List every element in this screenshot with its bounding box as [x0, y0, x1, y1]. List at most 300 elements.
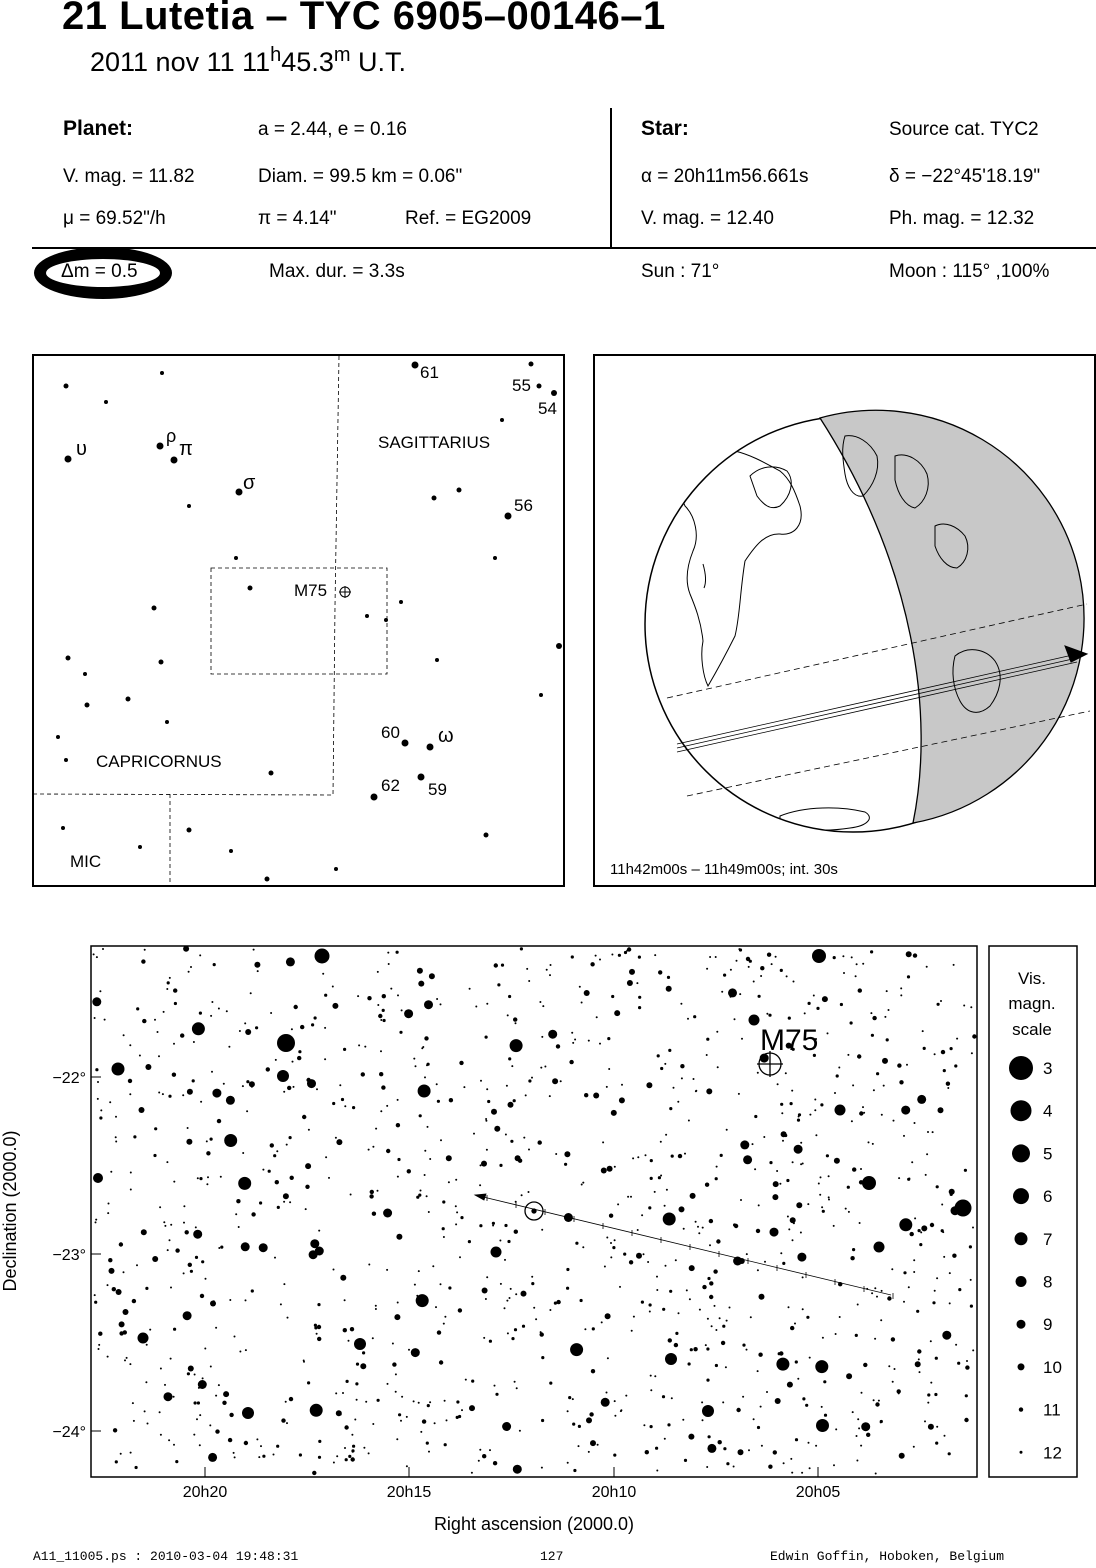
field-star [897, 1063, 901, 1067]
field-star [808, 1002, 811, 1005]
field-star [226, 1010, 228, 1012]
field-star [636, 1253, 642, 1259]
finder-star [537, 384, 542, 389]
legend-dot [1018, 1363, 1025, 1370]
field-star [872, 1143, 874, 1145]
field-star [873, 1399, 875, 1401]
field-star [599, 959, 601, 961]
field-star [649, 1303, 652, 1306]
field-star [129, 1044, 131, 1046]
field-star [611, 995, 614, 998]
field-star [377, 1399, 380, 1402]
field-star [174, 1002, 177, 1005]
field-star [787, 1382, 793, 1388]
field-star [455, 1223, 457, 1225]
finder-star [236, 489, 243, 496]
field-star [697, 1226, 699, 1228]
field-star [790, 1102, 793, 1105]
field-star [508, 1102, 514, 1108]
field-star [262, 1455, 265, 1458]
field-star [573, 1469, 576, 1472]
field-star [285, 1401, 287, 1403]
field-star [344, 1425, 348, 1429]
field-star [757, 1426, 760, 1429]
field-star [115, 1141, 117, 1143]
field-star [382, 994, 386, 998]
field-star [766, 1013, 768, 1015]
field-star [913, 1271, 915, 1273]
field-star [510, 1140, 513, 1143]
field-star [224, 1134, 237, 1147]
legend-dot [1020, 1451, 1023, 1454]
star-label-rho: ρ [166, 426, 177, 446]
field-star [486, 1003, 488, 1005]
field-star [767, 953, 771, 957]
field-star [157, 1031, 159, 1033]
field-star [723, 1447, 726, 1450]
time-suffix: U.T. [350, 47, 407, 77]
finder-star [187, 504, 191, 508]
field-star [197, 1401, 200, 1404]
field-star [638, 956, 641, 959]
field-star [152, 1256, 158, 1262]
field-star [107, 1356, 109, 1358]
field-star [792, 1161, 794, 1163]
field-star [514, 1230, 518, 1234]
field-star [136, 1007, 139, 1010]
field-star [197, 1177, 199, 1179]
field-star [797, 1378, 799, 1380]
field-star [859, 1111, 863, 1115]
field-star [322, 973, 324, 975]
field-star [463, 1086, 465, 1088]
field-star [95, 1068, 98, 1071]
field-star [805, 1404, 808, 1407]
field-star [786, 1179, 789, 1182]
field-star [862, 963, 864, 965]
field-star [154, 1019, 156, 1021]
legend-magnitude-label: 7 [1043, 1229, 1053, 1249]
field-star [629, 969, 635, 975]
field-star [638, 1006, 641, 1009]
field-star [846, 1373, 852, 1379]
field-star [664, 1063, 666, 1065]
field-star [386, 1269, 388, 1271]
field-star [266, 1067, 270, 1071]
finder-star [64, 758, 68, 762]
field-star [790, 1326, 794, 1330]
field-star [465, 1379, 467, 1381]
field-star [144, 949, 146, 951]
field-star [163, 1221, 165, 1223]
field-star [196, 1418, 198, 1420]
field-star [776, 1358, 789, 1371]
field-star [199, 1444, 201, 1446]
field-star [566, 1287, 569, 1290]
field-star [363, 1447, 365, 1449]
field-star [300, 1025, 304, 1029]
field-star [792, 1239, 794, 1241]
field-star [139, 1055, 141, 1057]
field-star [523, 1137, 525, 1139]
field-star [887, 1296, 891, 1300]
field-star [564, 1163, 567, 1166]
finder-star [126, 697, 131, 702]
field-star [734, 1224, 738, 1228]
field-star [862, 1106, 864, 1108]
field-star [572, 1398, 574, 1400]
field-star [899, 1080, 903, 1084]
field-star [819, 1194, 821, 1196]
field-star [632, 1157, 634, 1159]
field-star [303, 1361, 305, 1363]
field-star [383, 1019, 386, 1022]
field-star [574, 1039, 576, 1041]
field-star [797, 1253, 806, 1262]
finder-star [187, 828, 192, 833]
field-star [688, 1120, 690, 1122]
field-star [499, 1240, 501, 1242]
field-star [493, 1461, 497, 1465]
field-star [708, 1435, 711, 1438]
field-star [606, 1237, 608, 1239]
finder-star [85, 703, 90, 708]
field-star [305, 1163, 311, 1169]
finder-star [269, 771, 274, 776]
field-star [234, 1336, 236, 1338]
field-star [715, 1364, 718, 1367]
field-star [397, 1176, 399, 1178]
field-star [630, 1196, 632, 1198]
field-star [456, 1416, 459, 1419]
field-star [274, 1257, 276, 1259]
field-star [256, 1438, 258, 1440]
field-star [839, 1316, 841, 1318]
field-star [935, 1357, 938, 1360]
field-star [760, 966, 764, 970]
field-star [406, 1416, 408, 1418]
field-star [918, 1229, 921, 1232]
field-star [678, 1312, 680, 1314]
field-star [944, 1435, 946, 1437]
field-star [919, 1371, 921, 1373]
field-star [706, 1088, 712, 1094]
field-star [606, 1086, 608, 1088]
field-star [578, 1425, 581, 1428]
y-axis-label: Declination (2000.0) [0, 1130, 20, 1292]
globe-svg [595, 356, 1094, 885]
field-star [800, 1232, 802, 1234]
field-star [822, 1210, 825, 1213]
field-star [875, 1402, 879, 1406]
field-star [154, 1127, 157, 1130]
star-label-56: 56 [514, 496, 533, 515]
finder-star [160, 371, 164, 375]
field-star [709, 1244, 711, 1246]
field-star [910, 1232, 914, 1236]
field-star [286, 1422, 288, 1424]
field-star [609, 1214, 613, 1218]
finder-star [334, 867, 338, 871]
field-star [360, 1363, 366, 1369]
field-star [332, 1102, 335, 1105]
field-star [856, 1435, 858, 1437]
field-star [876, 1072, 879, 1075]
field-star [521, 1194, 523, 1196]
field-star [707, 1444, 716, 1453]
field-star [428, 1211, 430, 1213]
field-star [970, 1279, 972, 1281]
field-star [228, 1438, 232, 1442]
field-star [246, 1110, 248, 1112]
field-star [582, 1182, 584, 1184]
field-star [291, 1028, 293, 1030]
field-star [217, 1119, 221, 1123]
page-title: 21 Lutetia – TYC 6905–00146–1 [62, 0, 666, 38]
finder-star [61, 826, 65, 830]
field-star [880, 1319, 882, 1321]
field-star [336, 1455, 338, 1457]
field-star [212, 1089, 221, 1098]
field-star [606, 1392, 608, 1394]
field-star [802, 1308, 804, 1310]
field-star [915, 1361, 921, 1367]
field-star [432, 1265, 434, 1267]
field-star [249, 1081, 255, 1087]
legend-magnitude-label: 6 [1043, 1187, 1053, 1207]
field-star [643, 1424, 645, 1426]
field-star [717, 1066, 719, 1068]
field-star [706, 1347, 709, 1350]
field-star [900, 987, 902, 989]
field-star [187, 1127, 189, 1129]
field-star [145, 1064, 151, 1070]
field-star [427, 1126, 429, 1128]
field-star [351, 1457, 355, 1461]
field-star [903, 1271, 906, 1274]
field-star [535, 1318, 537, 1320]
field-star [925, 1174, 927, 1176]
field-star [365, 1401, 367, 1403]
field-star [608, 1068, 610, 1070]
finder-star [435, 658, 439, 662]
field-star [210, 1015, 212, 1017]
field-star [340, 1275, 346, 1281]
field-star [541, 1467, 543, 1469]
field-star [660, 1067, 663, 1070]
field-star [913, 1446, 915, 1448]
field-star [769, 1161, 772, 1164]
field-star [195, 1226, 197, 1228]
field-star [575, 1242, 578, 1245]
field-star [627, 980, 633, 986]
field-star [160, 1368, 162, 1370]
field-star [375, 1128, 377, 1130]
field-star [200, 1101, 202, 1103]
star-source-catalog: Source cat. TYC2 [889, 119, 1039, 140]
field-star [590, 1440, 596, 1446]
field-star [958, 1288, 961, 1291]
m75-marker [339, 586, 351, 598]
field-star [294, 1005, 298, 1009]
field-star [510, 1288, 512, 1290]
field-star [368, 1452, 370, 1454]
field-star [584, 1093, 588, 1097]
field-star [218, 1384, 220, 1386]
field-star [840, 1003, 843, 1006]
field-star [604, 1266, 606, 1268]
field-star [308, 1129, 310, 1131]
field-star [698, 1232, 700, 1234]
field-star [418, 1085, 431, 1098]
field-star [422, 1419, 426, 1423]
field-star [595, 955, 597, 957]
field-star [798, 1113, 801, 1116]
field-star [656, 1276, 658, 1278]
field-star [471, 1380, 474, 1383]
field-star [173, 1444, 175, 1446]
field-star [739, 993, 741, 995]
bright-star [491, 1247, 502, 1258]
field-star [276, 1150, 278, 1152]
bright-star [277, 1034, 295, 1052]
field-star [356, 1363, 359, 1366]
bright-star [112, 1063, 125, 1076]
field-star [233, 1452, 235, 1454]
field-star [352, 1445, 355, 1448]
field-star [220, 1176, 222, 1178]
field-star [728, 988, 737, 997]
field-star [531, 1282, 534, 1285]
field-star [641, 1214, 643, 1216]
field-star [721, 1341, 725, 1345]
legend-magnitude-label: 12 [1043, 1443, 1062, 1463]
field-star [362, 1351, 365, 1354]
field-star [816, 1007, 819, 1010]
field-star [596, 1016, 598, 1018]
field-star [834, 1092, 836, 1094]
finder-star [427, 744, 434, 751]
field-star [614, 1166, 616, 1168]
field-star [292, 1061, 294, 1063]
field-star [123, 1309, 129, 1315]
field-star [932, 1131, 934, 1133]
field-star [205, 1278, 207, 1280]
field-star [396, 1234, 402, 1240]
finder-star [157, 443, 164, 450]
field-star [679, 1206, 685, 1212]
field-star [806, 1316, 809, 1319]
field-star [913, 953, 917, 957]
y-tick-label: −24° [52, 1424, 86, 1441]
field-star [605, 1313, 611, 1319]
sagittarius-label: SAGITTARIUS [378, 433, 491, 452]
field-star [826, 1154, 829, 1157]
field-star [398, 1413, 401, 1416]
field-star [856, 1460, 858, 1462]
field-star [804, 1012, 806, 1014]
field-star [424, 1000, 433, 1009]
field-star [702, 1285, 706, 1289]
finder-star [529, 362, 534, 367]
field-star [407, 1169, 411, 1173]
field-star [169, 1239, 171, 1241]
field-star [141, 959, 145, 963]
field-star [518, 1468, 520, 1470]
field-star [746, 1253, 748, 1255]
field-star [97, 1098, 99, 1100]
field-star [666, 1189, 668, 1191]
field-star [245, 1349, 247, 1351]
field-star [180, 1033, 184, 1037]
field-star [569, 1060, 573, 1064]
field-star [481, 1161, 487, 1167]
field-star [625, 1395, 627, 1397]
field-star [439, 1360, 443, 1364]
field-star [379, 1072, 383, 1076]
field-star [375, 1305, 377, 1307]
field-star [815, 1445, 817, 1447]
field-star [741, 1038, 743, 1040]
field-star [283, 1193, 289, 1199]
field-star [809, 1357, 811, 1359]
field-star [935, 1442, 938, 1445]
bright-star [835, 1105, 846, 1116]
field-star [932, 1301, 935, 1304]
field-star [665, 1134, 667, 1136]
field-star [612, 1246, 615, 1249]
field-star [244, 1022, 246, 1024]
field-star [504, 1224, 507, 1227]
field-star [540, 1331, 542, 1333]
field-star [275, 1180, 279, 1184]
field-star [686, 1289, 688, 1291]
field-star [342, 1392, 344, 1394]
finder-star [399, 600, 403, 604]
field-star [773, 1181, 779, 1187]
field-star [270, 1012, 272, 1014]
field-star [824, 1414, 827, 1417]
field-star [552, 1078, 558, 1084]
field-star [716, 1031, 718, 1033]
field-star [619, 1286, 621, 1288]
field-star [93, 953, 95, 955]
field-star [617, 1203, 619, 1205]
field-star [930, 1340, 932, 1342]
field-star [671, 1397, 673, 1399]
legend-title-line-2: magn. [1008, 994, 1056, 1013]
field-star [112, 1287, 116, 1291]
field-star [580, 1299, 583, 1302]
finder-star [265, 877, 270, 882]
bright-star [874, 1242, 885, 1253]
field-star [142, 1019, 146, 1023]
field-star [901, 1106, 910, 1115]
field-star [521, 1291, 527, 1297]
field-star [485, 1120, 487, 1122]
finder-star [159, 660, 164, 665]
field-star [544, 1066, 546, 1068]
field-star [637, 1156, 639, 1158]
field-star [107, 1212, 109, 1214]
field-star [386, 1149, 390, 1153]
field-star [646, 1082, 652, 1088]
field-star [193, 1041, 195, 1043]
field-star [892, 1381, 894, 1383]
field-star [874, 1287, 876, 1289]
field-star [903, 1301, 905, 1303]
magnitude-legend-title [1008, 969, 1055, 1039]
